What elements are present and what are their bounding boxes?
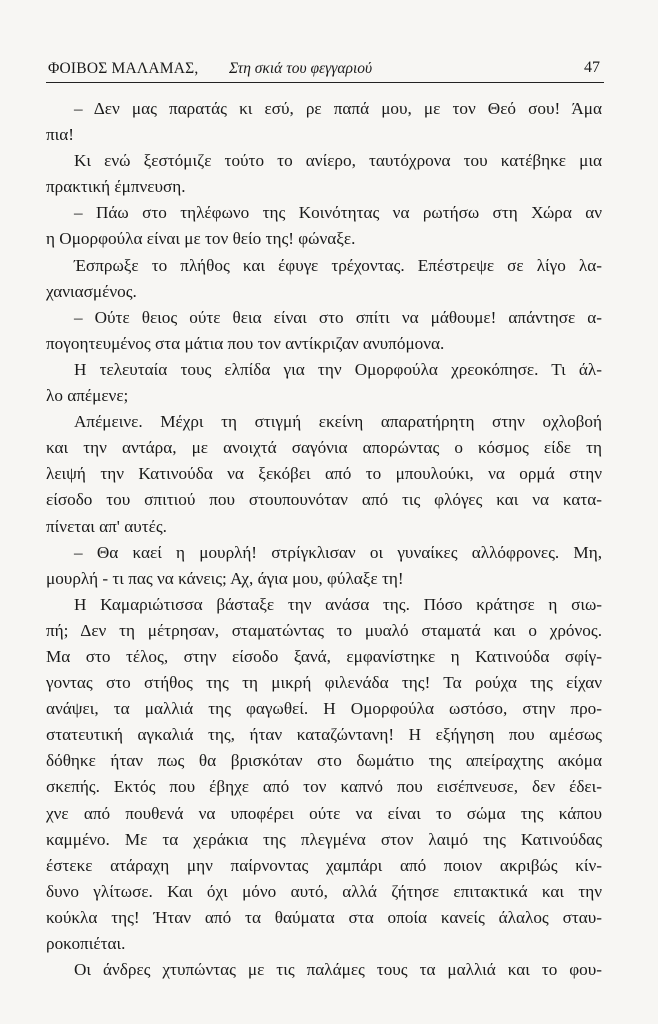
text-line: γοντας στο στήθος της τη μικρή φιλενάδα της! Τα ρούχα της είχαν bbox=[46, 673, 602, 693]
text-line: η Ομορφούλα είναι με τον θείο της! φώναξε. bbox=[46, 229, 356, 249]
header-author: ΦΟΙΒΟΣ ΜΑΛΑΜΑΣ, bbox=[48, 60, 199, 77]
text-line: χνε από πουθενά να υποφέρει ούτε να είναι το σώμα της κάπου bbox=[46, 803, 602, 823]
text-line: σκεπής. Εκτός που έβηχε από τον καπνό που εισέπνευσε, δεν έδει- bbox=[46, 777, 602, 797]
text-line: έστεκε ατάραχη μην παίρνοντας χαμπάρι από ποιον ακριβώς κίν- bbox=[46, 855, 602, 875]
header-book-title: Στη σκιά του φεγγαριού bbox=[229, 60, 373, 77]
text-line: Έσπρωξε το πλήθος και έφυγε τρέχοντας. Επέστρεψε σε λίγο λα- bbox=[74, 255, 602, 275]
text-line: Απέμεινε. Μέχρι τη στιγμή εκείνη απαρατήρητη στην οχλοβοή bbox=[74, 412, 602, 432]
body-text bbox=[46, 96, 602, 983]
text-line: μουρλή - τι πας να κάνεις; Αχ, άγια μου, φύλαξε τη! bbox=[46, 568, 404, 588]
text-line: πίνεται απ' αυτές. bbox=[46, 516, 167, 536]
text-line: ανάψει, τα μαλλιά της φαγωθεί. Η Ομορφούλα ωστόσο, στην προ- bbox=[46, 699, 602, 719]
text-line: πογοητευμένος στα μάτια που τον αντίκριζαν ανυπόμονα. bbox=[46, 333, 445, 353]
text-line: καμμένο. Με τα χεράκια της πλεγμένα στον λαιμό της Κατινούδας bbox=[46, 829, 602, 849]
text-line: στατευτική αγκαλιά της, ήταν καταζώντανη! Η εξήγηση που αμέσως bbox=[46, 725, 602, 745]
text-line: κούκλα της! Ήταν από τα θαύματα στα οποία κανείς άλαλος σταυ- bbox=[46, 907, 602, 927]
text-line: λειψή την Κατινούδα να ξεκόβει από το μπουλούκι, να ορμά στην bbox=[46, 464, 602, 484]
text-line: δυνο γλίτωσε. Και όχι μόνο αυτό, αλλά ζήτησε επιτακτικά και την bbox=[46, 881, 602, 901]
text-line: Η Καμαριώτισσα βάσταξε την ανάσα της. Πόσο κράτησε η σιω- bbox=[74, 594, 602, 614]
text-line: Η τελευταία τους ελπίδα για την Ομορφούλα χρεοκόπησε. Τι άλ- bbox=[74, 359, 602, 379]
text-line: χανιασμένος. bbox=[46, 281, 137, 301]
text-line: πια! bbox=[46, 125, 75, 145]
text-line: – Ούτε θειος ούτε θεια είναι στο σπίτι να μάθουμε! απάντησε α- bbox=[74, 307, 602, 327]
text-line: ροκοπιέται. bbox=[46, 934, 126, 953]
text-line: – Δεν μας παρατάς κι εσύ, ρε παπά μου, με τον Θεό σου! Άμα bbox=[74, 99, 602, 118]
text-line: πρακτική έμπνευση. bbox=[46, 177, 186, 197]
running-header bbox=[46, 58, 604, 83]
text-line: δόθηκε ήταν πως θα βρισκόταν στο δωμάτιο της απείραχτης ακόμα bbox=[46, 751, 602, 771]
text-line: Κι ενώ ξεστόμιζε τούτο το ανίερο, ταυτόχρονα του κατέβηκε μια bbox=[74, 151, 602, 171]
text-line: – Θα καεί η μουρλή! στρίγκλισαν οι γυναίκες αλλόφρονες. Μη, bbox=[74, 542, 602, 562]
text-line: πή; Δεν τη μέτρησαν, σταματώντας το μυαλό σταματά και ο χρόνος. bbox=[46, 620, 602, 640]
text-line: είσοδο του σπιτιού που στουπουνόταν από τις φλόγες και να κατα- bbox=[46, 490, 602, 510]
text-line: λο απέμενε; bbox=[46, 386, 129, 406]
text-line: Μα στο τέλος, στην είσοδο ξανά, εμφανίστηκε η Κατινούδα σφίγ- bbox=[46, 646, 602, 666]
text-line: – Πάω στο τηλέφωνο της Κοινότητας να ρωτήσω στη Χώρα αν bbox=[74, 203, 602, 223]
text-line: και την αντάρα, με ανοιχτά σαγόνια απορώντας ο κόσμος είδε τη bbox=[46, 438, 602, 458]
text-line: Οι άνδρες χτυπώντας με τις παλάμες τους τα μαλλιά και το φου- bbox=[74, 960, 602, 980]
page-number: 47 bbox=[584, 59, 600, 76]
